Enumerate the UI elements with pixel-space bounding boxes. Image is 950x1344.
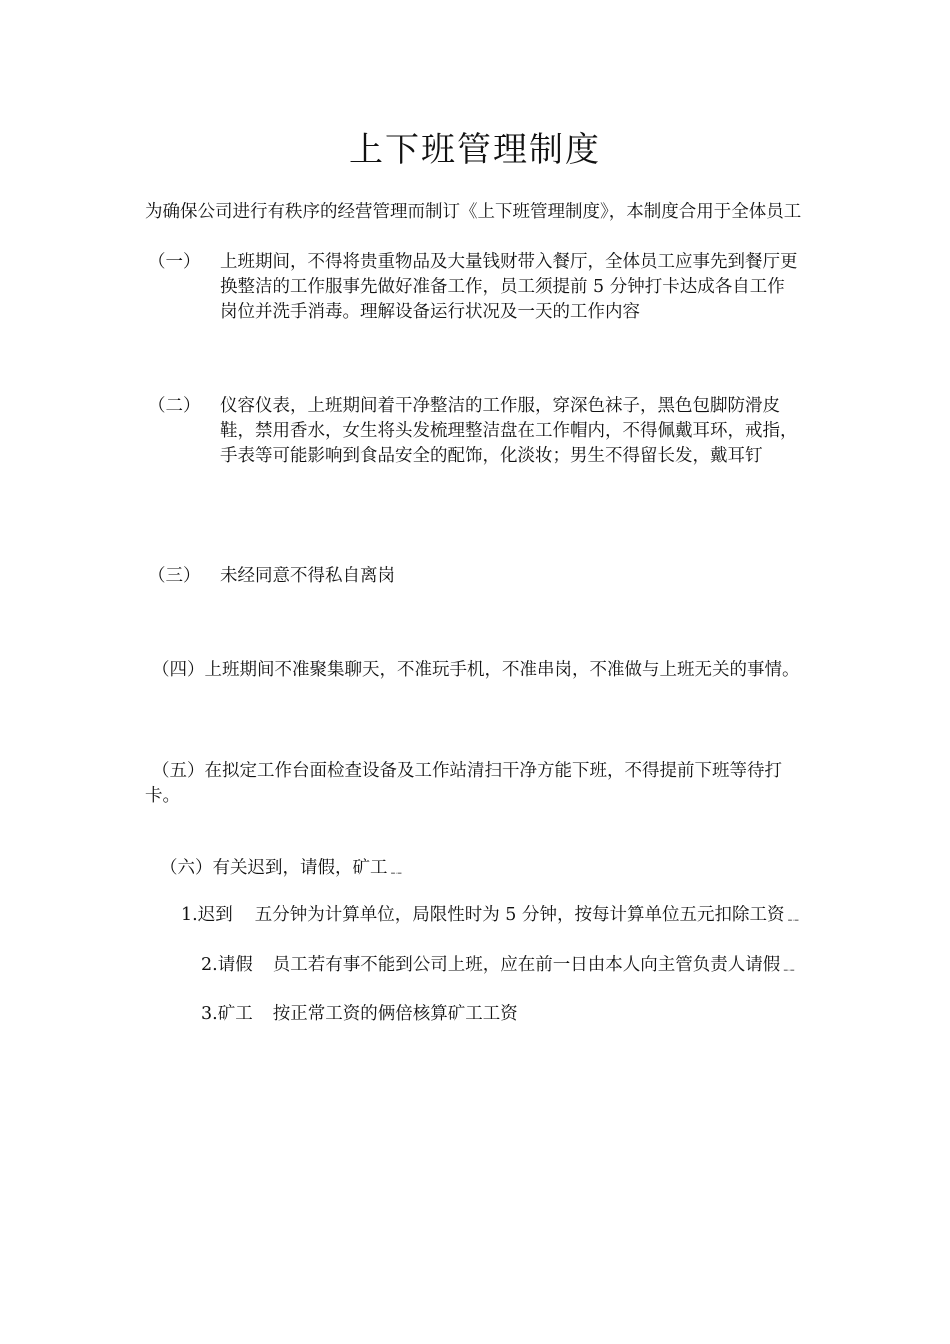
rule-item-number: （六） <box>160 858 213 878</box>
rule-item-text: 有关迟到，请假，矿工﹎ <box>212 858 405 878</box>
rule-item-2 <box>148 394 808 499</box>
rule-item-text: 上班期间不准聚集聊天，不准玩手机，不准串岗，不准做与上班无关的事情。 <box>204 660 800 680</box>
sub-item-label: 2.请假 <box>201 955 253 975</box>
rule-item-4 <box>152 658 829 683</box>
sub-item-text: 五分钟为计算单位，局限性时为 5 分钟，按每计算单位五元扣除工资﹎ <box>254 905 802 925</box>
sub-item-text: 员工若有事不能到公司上班，应在前一日由本人向主管负责人请假﹎ <box>272 955 798 975</box>
rule-item-text: 仪容仪表，上班期间着干净整洁的工作服，穿深色袜子，黑色包脚防滑皮鞋，禁用香水，女生将头发梳理整洁盘在工作帽内，不得佩戴耳环，戒指，手表等可能影响到食品安全的配饰，化淡妆；男生不得留长发，戴耳钉 <box>220 396 798 466</box>
rule-item-number: （二） <box>148 396 201 416</box>
rule-item-6 <box>160 856 760 881</box>
sub-item-late <box>145 903 810 928</box>
sub-item-text: 按正常工资的俩倍核算矿工工资 <box>272 1004 518 1024</box>
rule-item-number: （三） <box>148 566 201 586</box>
rule-item-number: （一） <box>148 252 201 272</box>
sub-item-leave <box>145 953 810 978</box>
sub-item-label: 1.迟到 <box>181 905 233 925</box>
rule-item-text: 上班期间，不得将贵重物品及大量钱财带入餐厅，全体员工应事先到餐厅更换整洁的工作服事先做好准备工作，员工须提前 5 分钟打卡达成各自工作岗位并洗手消毒。理解设备运行状况及一天的工作内容 <box>220 252 798 322</box>
rule-item-5 <box>145 759 810 809</box>
rule-item-1 <box>148 250 808 330</box>
document-title: 上下班管理制度 <box>349 130 601 170</box>
sub-item-absent <box>145 1002 810 1027</box>
intro-paragraph: 为确保公司进行有秩序的经营管理而制订《上下班管理制度》，本制度合用于全体员工 <box>145 202 802 222</box>
rule-item-number: （四） <box>152 660 205 680</box>
rule-item-3 <box>148 564 808 590</box>
rule-item-text: 在拟定工作台面检查设备及工作站清扫干净方能下班，不得提前下班等待打卡。 <box>145 761 782 806</box>
sub-item-label: 3.矿工 <box>201 1004 253 1024</box>
rule-item-text: 未经同意不得私自离岗 <box>220 566 395 586</box>
rule-item-number: （五） <box>152 761 205 781</box>
